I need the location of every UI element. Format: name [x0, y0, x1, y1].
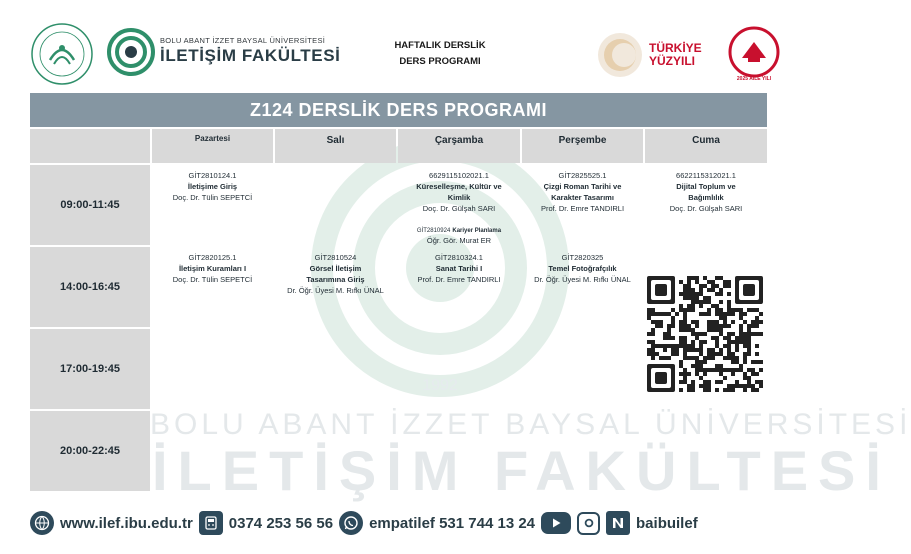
class-instructor: Dr. Öğr. Üyesi M. Rıfkı ÜNAL — [287, 286, 384, 295]
faculty-university-name: BOLU ABANT İZZET BAYSAL ÜNİVERSİTESİ — [160, 36, 326, 45]
class-code: GİT2810124.1 — [188, 171, 237, 180]
class-instructor: Dr. Öğr. Üyesi M. Rıfkı ÜNAL — [534, 275, 631, 284]
class-code: GİT2825525.1 — [558, 171, 607, 180]
class-entry — [524, 252, 641, 285]
time-slot-2: 14:00-16:45 — [30, 247, 150, 327]
turkiye-line1: TÜRKİYE — [649, 41, 702, 55]
nsosyal-icon[interactable] — [606, 511, 630, 535]
schedule-banner: Z124 DERSLİK DERS PROGRAMI — [30, 93, 767, 127]
class-instructor: Prof. Dr. Emre TANDIRLI — [540, 204, 625, 213]
class-entry — [647, 170, 765, 214]
class-entry — [400, 225, 518, 246]
class-name: İletişime Giriş — [187, 182, 238, 191]
social-handle[interactable]: baibuilef — [636, 514, 698, 532]
qr-code[interactable] — [643, 272, 767, 396]
class-instructor: Doç. Dr. Tülin SEPETCİ — [172, 275, 253, 284]
class-instructor: Öğr. Gör. Murat ER — [426, 236, 492, 245]
class-name: Küreselleşme, Kültür ve Kimlik — [416, 182, 502, 202]
class-code: GİT2810924 — [416, 228, 451, 234]
family-year-logo — [728, 26, 780, 84]
class-instructor: Doç. Dr. Gülşah SARI — [422, 204, 496, 213]
class-entry — [277, 252, 394, 296]
day-header-wednesday: Çarşamba — [398, 129, 520, 163]
faculty-name: İLETİŞİM FAKÜLTESİ — [160, 46, 341, 65]
footer-contact-bar — [30, 508, 770, 538]
youtube-icon[interactable] — [541, 512, 571, 534]
class-code: GİT2810324.1 — [435, 253, 483, 262]
turkiye-yuzyili-logo — [595, 30, 715, 80]
family-year-icon — [728, 26, 780, 78]
turkiye-line2: YÜZYILI — [649, 54, 696, 68]
globe-icon — [30, 511, 54, 535]
header-title — [360, 38, 520, 70]
phone-number[interactable]: 0374 253 56 56 — [228, 514, 334, 532]
class-entry — [400, 170, 518, 214]
family-year-label: 2025 AİLE YILI — [736, 76, 772, 82]
time-slot-3: 17:00-19:45 — [30, 329, 150, 409]
time-slot-4: 20:00-22:45 — [30, 411, 150, 491]
website-link[interactable]: www.ilef.ibu.edu.tr — [60, 514, 193, 532]
class-instructor: Doç. Dr. Gülşah SARI — [669, 204, 743, 213]
class-name: Dijital Toplum ve Bağımlılık — [676, 182, 736, 202]
header-title-line2: DERS PROGRAMI — [399, 56, 481, 67]
century-emblem-icon — [595, 30, 645, 80]
day-header-tuesday: Salı — [275, 129, 396, 163]
whatsapp-icon — [339, 511, 363, 535]
day-header-friday: Cuma — [645, 129, 767, 163]
university-logo — [30, 22, 94, 86]
class-name: Kariyer Planlama — [452, 228, 502, 234]
watermark-university: BOLU ABANT İZZET BAYSAL ÜNİVERSİTESİ — [150, 408, 911, 441]
watermark-year: 1992 — [422, 377, 458, 394]
class-code: 6629115102021.1 — [429, 171, 489, 180]
day-header-monday: Pazartesi — [152, 129, 273, 163]
class-entry — [152, 252, 273, 285]
time-slot-1: 09:00-11:45 — [30, 165, 150, 245]
class-name: Çizgi Roman Tarihi ve Karakter Tasarımı — [543, 182, 622, 202]
watermark-faculty: İLETİŞİM FAKÜLTESİ — [152, 439, 891, 502]
class-code: GİT2820325 — [561, 253, 604, 262]
corner-cell — [30, 129, 150, 163]
instagram-icon[interactable] — [577, 512, 600, 535]
class-instructor: Prof. Dr. Emre TANDIRLI — [417, 275, 501, 284]
class-name: Temel Fotoğrafçılık — [548, 264, 617, 273]
class-entry — [400, 252, 518, 285]
day-header-thursday: Perşembe — [522, 129, 643, 163]
class-instructor: Doç. Dr. Tülin SEPETCİ — [172, 193, 253, 202]
class-name: Sanat Tarihi I — [435, 264, 483, 273]
class-code: 6622115312021.1 — [676, 171, 736, 180]
class-code: GİT2810524 — [314, 253, 357, 262]
whatsapp-contact[interactable]: empatilef 531 744 13 24 — [369, 514, 536, 532]
phone-icon — [199, 511, 223, 535]
class-code: GİT2820125.1 — [188, 253, 237, 262]
class-entry — [152, 170, 273, 203]
class-name: Görsel İletişim Tasarımına Giriş — [306, 264, 365, 284]
faculty-logo-mark — [106, 27, 156, 77]
class-entry — [524, 170, 641, 214]
class-name: İletişim Kuramları I — [178, 264, 247, 273]
header-title-line1: HAFTALIK DERSLİK — [394, 40, 486, 51]
